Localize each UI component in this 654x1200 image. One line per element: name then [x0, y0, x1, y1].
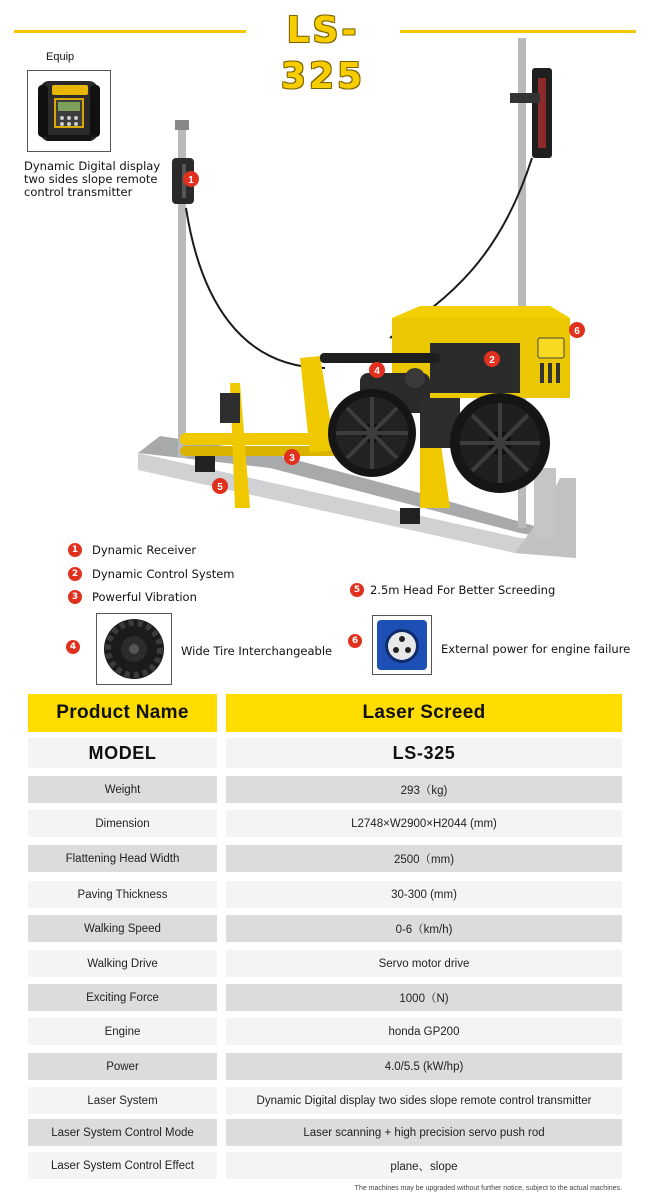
model-label: MODEL — [28, 738, 217, 768]
callout-1-label: 1 — [188, 175, 194, 186]
spec-value: Servo motor drive — [226, 950, 622, 977]
spec-value: 4.0/5.5 (kW/hp) — [226, 1053, 622, 1080]
table-row — [28, 845, 622, 872]
header-rule-right — [400, 30, 636, 33]
callout-2 — [484, 351, 500, 367]
callout-6 — [569, 322, 585, 338]
tire-icon — [97, 614, 171, 684]
spec-value: 1000（N) — [226, 984, 622, 1011]
legend-label-6: External power for engine failure — [441, 642, 631, 656]
equip-label: Equip — [46, 51, 75, 63]
spec-name: Flattening Head Width — [28, 845, 217, 872]
table-header-row — [28, 694, 622, 732]
spec-name: Walking Drive — [28, 950, 217, 977]
spec-name: Laser System — [28, 1087, 217, 1114]
callout-1 — [183, 171, 199, 187]
legend-badge-6-wrap — [348, 634, 372, 648]
spec-value: plane、slope — [226, 1152, 622, 1179]
legend-label-5: 2.5m Head For Better Screeding — [370, 583, 556, 597]
laser-screed-illustration — [120, 38, 640, 578]
table-row — [28, 1119, 622, 1146]
callout-5-label: 5 — [217, 482, 223, 493]
callout-2-label: 2 — [489, 355, 495, 366]
legend-label-4: Wide Tire Interchangeable — [181, 644, 333, 658]
legend-badge-3: 3 — [68, 590, 82, 604]
legend-badge-5: 5 — [350, 583, 364, 597]
page-title: LS-325 — [280, 10, 366, 97]
table-row — [28, 881, 622, 908]
callout-3 — [284, 449, 300, 465]
spec-value: 30-300 (mm) — [226, 881, 622, 908]
callout-4-label: 4 — [374, 366, 380, 377]
spec-name: Exciting Force — [28, 984, 217, 1011]
legend-label-3: Powerful Vibration — [92, 590, 197, 604]
left-wheel — [328, 389, 416, 477]
legend-badge-4-wrap — [66, 640, 90, 654]
power-socket-image — [372, 615, 432, 675]
table-model-row — [28, 738, 622, 768]
legend-label-1: Dynamic Receiver — [92, 543, 197, 557]
model-value: LS-325 — [226, 738, 622, 768]
power-socket-icon — [373, 616, 431, 674]
header-rule-left — [14, 30, 246, 33]
spec-name: Laser System Control Effect — [28, 1152, 217, 1179]
legend-item-2 — [68, 567, 234, 581]
table-row — [28, 915, 622, 942]
right-wheel — [450, 393, 550, 493]
spec-name: Dimension — [28, 810, 217, 837]
callout-5 — [212, 478, 228, 494]
legend-item-6 — [441, 642, 630, 656]
spec-name: Paving Thickness — [28, 881, 217, 908]
table-header-value: Laser Screed — [226, 694, 622, 732]
spec-value: L2748×W2900×H2044 (mm) — [226, 810, 622, 837]
spec-value: Dynamic Digital display two sides slope remote control transmitter — [226, 1087, 622, 1114]
legend-label-2: Dynamic Control System — [92, 567, 235, 581]
table-row — [28, 810, 622, 837]
footnote: The machines may be upgraded without further notice, subject to the actual machines. — [354, 1185, 622, 1192]
table-row — [28, 1152, 622, 1179]
spec-value: 2500（mm) — [226, 845, 622, 872]
spec-name: Power — [28, 1053, 217, 1080]
spec-name: Laser System Control Mode — [28, 1119, 217, 1146]
legend-badge-1: 1 — [68, 543, 82, 557]
legend-badge-2: 2 — [68, 567, 82, 581]
spec-name: Weight — [28, 776, 217, 803]
table-header-name: Product Name — [28, 694, 217, 732]
table-row — [28, 950, 622, 977]
callout-3-label: 3 — [289, 453, 295, 464]
table-row — [28, 1087, 622, 1114]
laser-screed-machine-image — [120, 38, 640, 578]
table-row — [28, 1018, 622, 1045]
callout-6-label: 6 — [574, 326, 580, 337]
legend-item-1 — [68, 543, 196, 557]
spec-value: 0-6（km/h) — [226, 915, 622, 942]
callout-4 — [369, 362, 385, 378]
legend-item-3 — [68, 590, 197, 604]
tire-image — [96, 613, 172, 685]
legend-item-5 — [350, 583, 555, 597]
equip-caption: Dynamic Digital display two sides slope remote control transmitter — [24, 159, 161, 199]
spec-value: Laser scanning + high precision servo push rod — [226, 1119, 622, 1146]
table-row — [28, 1053, 622, 1080]
spec-name: Engine — [28, 1018, 217, 1045]
legend-item-4 — [181, 644, 332, 658]
spec-name: Walking Speed — [28, 915, 217, 942]
transmitter-image — [27, 70, 111, 152]
table-row — [28, 776, 622, 803]
table-row — [28, 984, 622, 1011]
transmitter-icon — [28, 71, 110, 151]
legend-badge-4: 4 — [66, 640, 80, 654]
spec-value: 293（kg) — [226, 776, 622, 803]
legend-badge-6: 6 — [348, 634, 362, 648]
spec-value: honda GP200 — [226, 1018, 622, 1045]
